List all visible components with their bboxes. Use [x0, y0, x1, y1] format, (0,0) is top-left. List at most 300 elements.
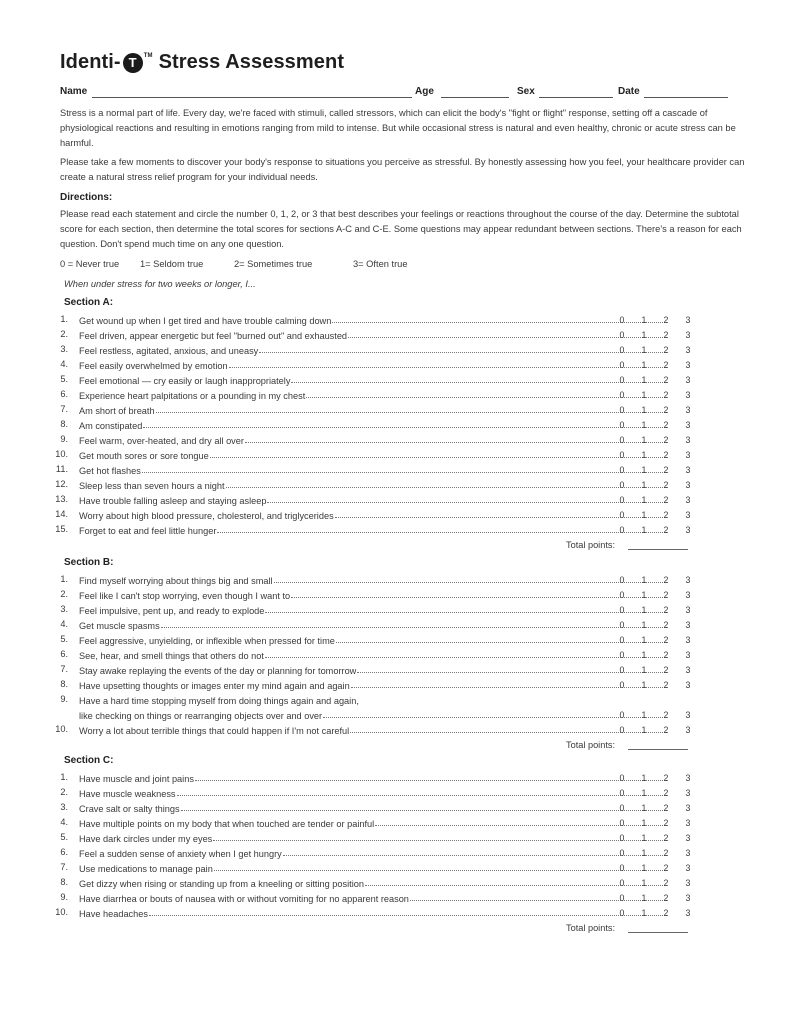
score-option-0[interactable]: 0 [619, 803, 625, 813]
leader-dots [226, 486, 667, 488]
score-option-1[interactable]: 1 [641, 665, 647, 675]
question-row [55, 677, 720, 692]
section-title: Section B: [64, 557, 114, 568]
question-row [55, 692, 720, 707]
score-option-1[interactable]: 1 [641, 590, 647, 600]
score-option-3[interactable]: 3 [685, 465, 691, 475]
score-option-0[interactable]: 0 [619, 650, 625, 660]
leader-dots [291, 381, 667, 383]
score-option-3[interactable]: 3 [685, 863, 691, 873]
score-option-3[interactable]: 3 [685, 345, 691, 355]
question-row [55, 632, 720, 647]
question-number: 7. [60, 862, 68, 872]
score-option-1[interactable]: 1 [641, 495, 647, 505]
question-text: Worry a lot about terrible things that could happen if I'm not careful [79, 726, 350, 736]
score-option-2[interactable]: 2 [663, 665, 669, 675]
score-option-2[interactable]: 2 [663, 620, 669, 630]
scale-never: 0 = Never true [60, 259, 120, 269]
score-option-1[interactable]: 1 [641, 680, 647, 690]
leader-dots [177, 794, 667, 796]
question-text: Experience heart palpitations or a pounding in my chest [79, 391, 306, 401]
question-text: Have muscle and joint pains [79, 774, 194, 784]
question-text: Have trouble falling asleep and staying asleep [79, 496, 267, 506]
question-text: See, hear, and smell things that others do not [79, 651, 264, 661]
leader-dots [265, 656, 667, 658]
question-row [55, 312, 720, 327]
score-option-2[interactable]: 2 [663, 590, 669, 600]
score-option-1[interactable]: 1 [641, 360, 647, 370]
score-option-0[interactable]: 0 [619, 510, 625, 520]
score-option-1[interactable]: 1 [641, 345, 647, 355]
question-row [55, 462, 720, 477]
score-option-2[interactable]: 2 [663, 710, 669, 720]
score-option-0[interactable]: 0 [619, 450, 625, 460]
name-field[interactable] [92, 86, 412, 98]
question-number: 1. [60, 772, 68, 782]
score-option-2[interactable]: 2 [663, 848, 669, 858]
question-text: Have diarrhea or bouts of nausea with or without vomiting for no apparent reason [79, 894, 409, 904]
score-option-0[interactable]: 0 [619, 818, 625, 828]
score-option-1[interactable]: 1 [641, 525, 647, 535]
score-option-2[interactable]: 2 [663, 803, 669, 813]
total-points-label: Total points: [566, 923, 616, 933]
score-option-0[interactable]: 0 [619, 315, 625, 325]
score-option-2[interactable]: 2 [663, 908, 669, 918]
question-number: 2. [60, 589, 68, 599]
score-option-1[interactable]: 1 [641, 833, 647, 843]
section-total [566, 540, 615, 550]
question-statement [79, 447, 669, 461]
score-option-3[interactable]: 3 [685, 435, 691, 445]
question-number: 10. [55, 907, 68, 917]
question-row [55, 647, 720, 662]
question-row [55, 905, 720, 920]
score-option-1[interactable]: 1 [641, 405, 647, 415]
score-option-0[interactable]: 0 [619, 345, 625, 355]
question-row [55, 845, 720, 860]
score-option-0[interactable]: 0 [619, 833, 625, 843]
score-option-3[interactable]: 3 [685, 510, 691, 520]
total-points-field[interactable] [628, 549, 688, 550]
score-option-2[interactable]: 2 [663, 788, 669, 798]
question-number: 4. [60, 619, 68, 629]
question-statement [79, 905, 669, 919]
question-statement [79, 417, 669, 431]
score-option-3[interactable]: 3 [685, 575, 691, 585]
question-text-continued: like checking on things or rearranging objects over and over [79, 711, 323, 721]
question-statement [79, 662, 669, 676]
score-option-3[interactable]: 3 [685, 360, 691, 370]
directions-text: Please read each statement and circle the number 0, 1, 2, or 3 that best describes your feelings or reactions throughout the course of the day. Determine the subtotal score for each section, then determine the total scores for sections A-C and C-E. Some questions may appear redundant between sections. There's a reason for each question. Don't spend much time on any one question. [60, 209, 742, 249]
score-option-1[interactable]: 1 [641, 480, 647, 490]
score-option-2[interactable]: 2 [663, 833, 669, 843]
sex-label: Sex [517, 86, 535, 97]
question-number: 4. [60, 817, 68, 827]
score-option-0[interactable]: 0 [619, 435, 625, 445]
scale-sometimes: 2= Sometimes true [234, 259, 313, 269]
score-option-2[interactable]: 2 [663, 330, 669, 340]
question-text: Have headaches [79, 909, 148, 919]
score-option-2[interactable]: 2 [663, 420, 669, 430]
score-option-2[interactable]: 2 [663, 525, 669, 535]
age-label: Age [415, 86, 434, 97]
score-option-2[interactable]: 2 [663, 773, 669, 783]
score-option-2[interactable]: 2 [663, 650, 669, 660]
question-text: Have upsetting thoughts or images enter my mind again and again [79, 681, 350, 691]
score-option-1[interactable]: 1 [641, 773, 647, 783]
score-option-0[interactable]: 0 [619, 590, 625, 600]
question-text: Feel aggressive, unyielding, or inflexible when pressed for time [79, 636, 335, 646]
question-row [55, 372, 720, 387]
question-statement [79, 830, 669, 844]
score-option-3[interactable]: 3 [685, 590, 691, 600]
leader-dots [195, 779, 667, 781]
question-number: 6. [60, 389, 68, 399]
score-option-1[interactable]: 1 [641, 605, 647, 615]
score-option-0[interactable]: 0 [619, 330, 625, 340]
score-option-0[interactable]: 0 [619, 773, 625, 783]
score-option-1[interactable]: 1 [641, 803, 647, 813]
score-option-0[interactable]: 0 [619, 360, 625, 370]
leader-dots [229, 366, 667, 368]
score-option-0[interactable]: 0 [619, 480, 625, 490]
question-statement [79, 342, 669, 356]
score-option-2[interactable]: 2 [663, 345, 669, 355]
score-option-2[interactable]: 2 [663, 435, 669, 445]
question-number: 7. [60, 664, 68, 674]
question-number: 9. [60, 434, 68, 444]
question-text: Get muscle spasms [79, 621, 160, 631]
question-text: Forget to eat and feel little hunger [79, 526, 217, 536]
identi-t-logo-icon: T [123, 53, 143, 73]
score-option-2[interactable]: 2 [663, 605, 669, 615]
question-text: Am constipated [79, 421, 143, 431]
score-option-3[interactable]: 3 [685, 420, 691, 430]
question-text: Feel a sudden sense of anxiety when I get hungry [79, 849, 282, 859]
score-option-0[interactable]: 0 [619, 495, 625, 505]
score-option-0[interactable]: 0 [619, 893, 625, 903]
score-option-3[interactable]: 3 [685, 525, 691, 535]
question-number: 6. [60, 847, 68, 857]
score-option-3[interactable]: 3 [685, 893, 691, 903]
page-title [60, 51, 344, 74]
score-option-0[interactable]: 0 [619, 863, 625, 873]
score-option-0[interactable]: 0 [619, 665, 625, 675]
score-option-3[interactable]: 3 [685, 450, 691, 460]
score-option-0[interactable]: 0 [619, 605, 625, 615]
score-option-1[interactable]: 1 [641, 465, 647, 475]
score-option-2[interactable]: 2 [663, 405, 669, 415]
question-number: 8. [60, 877, 68, 887]
score-option-1[interactable]: 1 [641, 390, 647, 400]
score-option-1[interactable]: 1 [641, 848, 647, 858]
question-row [55, 602, 720, 617]
brand-prefix: Identi- [60, 51, 121, 73]
question-statement [79, 632, 669, 646]
score-option-3[interactable]: 3 [685, 773, 691, 783]
score-option-0[interactable]: 0 [619, 635, 625, 645]
age-field[interactable] [441, 86, 509, 98]
question-statement [79, 875, 669, 889]
score-option-1[interactable]: 1 [641, 908, 647, 918]
question-statement [79, 845, 669, 859]
score-option-3[interactable]: 3 [685, 375, 691, 385]
question-statement [79, 617, 669, 631]
section-total [566, 923, 615, 933]
score-option-2[interactable]: 2 [663, 680, 669, 690]
question-text: Feel emotional — cry easily or laugh inappropriately [79, 376, 291, 386]
question-statement [79, 860, 669, 874]
score-option-1[interactable]: 1 [641, 620, 647, 630]
score-option-3[interactable]: 3 [685, 908, 691, 918]
score-option-0[interactable]: 0 [619, 620, 625, 630]
leader-dots [265, 611, 667, 613]
score-option-0[interactable]: 0 [619, 375, 625, 385]
score-option-1[interactable]: 1 [641, 420, 647, 430]
total-points-label: Total points: [566, 740, 616, 750]
score-option-2[interactable]: 2 [663, 450, 669, 460]
question-number: 10. [55, 449, 68, 459]
question-text: Have muscle weakness [79, 789, 176, 799]
score-option-1[interactable]: 1 [641, 450, 647, 460]
score-option-3[interactable]: 3 [685, 788, 691, 798]
score-option-3[interactable]: 3 [685, 710, 691, 720]
score-option-2[interactable]: 2 [663, 863, 669, 873]
question-statement [79, 507, 669, 521]
question-text: Stay awake replaying the events of the day or planning for tomorrow [79, 666, 357, 676]
leader-dots [149, 914, 667, 916]
patient-info-row [60, 86, 730, 100]
score-option-3[interactable]: 3 [685, 665, 691, 675]
score-option-1[interactable]: 1 [641, 510, 647, 520]
score-option-2[interactable]: 2 [663, 878, 669, 888]
leader-dots [210, 456, 667, 458]
question-statement [79, 815, 669, 829]
question-number: 9. [60, 694, 68, 704]
score-option-0[interactable]: 0 [619, 848, 625, 858]
question-statement [79, 492, 669, 506]
score-option-2[interactable]: 2 [663, 818, 669, 828]
question-number: 1. [60, 574, 68, 584]
question-text: Get hot flashes [79, 466, 141, 476]
title-suffix: Stress Assessment [158, 51, 345, 73]
question-row [55, 447, 720, 462]
scale-seldom: 1= Seldom true [140, 259, 204, 269]
score-option-1[interactable]: 1 [641, 893, 647, 903]
score-option-3[interactable]: 3 [685, 818, 691, 828]
question-statement [79, 722, 669, 736]
question-number: 9. [60, 892, 68, 902]
question-statement [79, 357, 669, 371]
question-text: Feel restless, agitated, anxious, and uneasy [79, 346, 259, 356]
score-option-3[interactable]: 3 [685, 725, 691, 735]
question-row [55, 830, 720, 845]
question-statement [79, 770, 669, 784]
score-option-2[interactable]: 2 [663, 375, 669, 385]
score-option-3[interactable]: 3 [685, 495, 691, 505]
score-option-2[interactable]: 2 [663, 495, 669, 505]
question-statement [79, 647, 669, 661]
score-option-3[interactable]: 3 [685, 878, 691, 888]
score-option-2[interactable]: 2 [663, 390, 669, 400]
score-option-3[interactable]: 3 [685, 405, 691, 415]
score-option-0[interactable]: 0 [619, 465, 625, 475]
score-option-1[interactable]: 1 [641, 863, 647, 873]
leader-dots [161, 626, 667, 628]
score-option-2[interactable]: 2 [663, 893, 669, 903]
question-row [55, 890, 720, 905]
question-number: 8. [60, 419, 68, 429]
score-option-1[interactable]: 1 [641, 788, 647, 798]
score-option-3[interactable]: 3 [685, 803, 691, 813]
score-option-1[interactable]: 1 [641, 315, 647, 325]
directions-heading: Directions: [60, 192, 113, 203]
question-statement [79, 572, 669, 586]
sex-field[interactable] [539, 86, 613, 98]
question-text: Crave salt or salty things [79, 804, 180, 814]
question-text: Have dark circles under my eyes [79, 834, 213, 844]
score-option-3[interactable]: 3 [685, 480, 691, 490]
question-text: Have a hard time stopping myself from doing things again and again, [79, 696, 359, 706]
score-option-2[interactable]: 2 [663, 315, 669, 325]
question-row [55, 477, 720, 492]
question-row [55, 860, 720, 875]
question-row [55, 402, 720, 417]
score-option-1[interactable]: 1 [641, 818, 647, 828]
question-text: Am short of breath [79, 406, 155, 416]
date-field[interactable] [644, 86, 728, 98]
score-option-2[interactable]: 2 [663, 360, 669, 370]
question-text: Feel easily overwhelmed by emotion [79, 361, 228, 371]
question-row [55, 432, 720, 447]
question-text: Get mouth sores or sore tongue [79, 451, 209, 461]
score-option-0[interactable]: 0 [619, 680, 625, 690]
question-statement [79, 587, 669, 601]
question-number: 3. [60, 802, 68, 812]
score-option-1[interactable]: 1 [641, 725, 647, 735]
question-text: Feel warm, over-heated, and dry all over [79, 436, 244, 446]
section-title: Section C: [64, 755, 114, 766]
question-text: Get wound up when I get tired and have trouble calming down [79, 316, 332, 326]
question-text: Worry about high blood pressure, cholesterol, and triglycerides [79, 511, 334, 521]
leader-dots [142, 471, 667, 473]
score-option-3[interactable]: 3 [685, 330, 691, 340]
score-option-3[interactable]: 3 [685, 848, 691, 858]
question-row [55, 417, 720, 432]
question-row [55, 507, 720, 522]
section-title: Section A: [64, 297, 114, 308]
score-option-1[interactable]: 1 [641, 635, 647, 645]
score-option-2[interactable]: 2 [663, 480, 669, 490]
score-option-2[interactable]: 2 [663, 725, 669, 735]
score-option-0[interactable]: 0 [619, 405, 625, 415]
score-option-2[interactable]: 2 [663, 465, 669, 475]
question-row [55, 342, 720, 357]
score-option-0[interactable]: 0 [619, 725, 625, 735]
total-points-field[interactable] [628, 749, 688, 750]
question-row [55, 522, 720, 537]
question-text: Have multiple points on my body that when touched are tender or painful [79, 819, 375, 829]
question-statement [79, 707, 669, 721]
question-row [55, 815, 720, 830]
trademark-mark: TM [143, 53, 153, 59]
question-text: Get dizzy when rising or standing up from a kneeling or sitting position [79, 879, 364, 889]
question-statement [79, 432, 669, 446]
score-option-0[interactable]: 0 [619, 908, 625, 918]
leader-dots [291, 596, 667, 598]
score-option-1[interactable]: 1 [641, 650, 647, 660]
question-prompt: When under stress for two weeks or longer, I... [64, 279, 256, 289]
question-text: Sleep less than seven hours a night [79, 481, 225, 491]
leader-dots [283, 854, 667, 856]
score-option-3[interactable]: 3 [685, 680, 691, 690]
score-option-2[interactable]: 2 [663, 510, 669, 520]
leader-dots [213, 839, 667, 841]
question-number: 13. [55, 494, 68, 504]
leader-dots [259, 351, 667, 353]
leader-dots [245, 441, 667, 443]
score-option-1[interactable]: 1 [641, 710, 647, 720]
score-option-0[interactable]: 0 [619, 525, 625, 535]
score-option-0[interactable]: 0 [619, 575, 625, 585]
score-option-3[interactable]: 3 [685, 635, 691, 645]
score-option-3[interactable]: 3 [685, 833, 691, 843]
question-statement [79, 800, 669, 814]
question-row [55, 387, 720, 402]
score-option-3[interactable]: 3 [685, 315, 691, 325]
question-text: Feel driven, appear energetic but feel "burned out" and exhausted [79, 331, 348, 341]
question-text: Feel impulsive, pent up, and ready to explode [79, 606, 265, 616]
question-row [55, 492, 720, 507]
question-row [55, 722, 720, 737]
score-option-2[interactable]: 2 [663, 635, 669, 645]
score-option-0[interactable]: 0 [619, 420, 625, 430]
question-statement [79, 312, 669, 326]
question-text: Use medications to manage pain [79, 864, 213, 874]
score-option-1[interactable]: 1 [641, 435, 647, 445]
score-option-1[interactable]: 1 [641, 330, 647, 340]
question-text: Feel like I can't stop worrying, even though I want to [79, 591, 291, 601]
score-option-0[interactable]: 0 [619, 788, 625, 798]
score-option-1[interactable]: 1 [641, 575, 647, 585]
score-option-0[interactable]: 0 [619, 878, 625, 888]
scale-often: 3= Often true [353, 259, 408, 269]
question-number: 4. [60, 359, 68, 369]
score-option-1[interactable]: 1 [641, 375, 647, 385]
score-option-0[interactable]: 0 [619, 710, 625, 720]
score-option-2[interactable]: 2 [663, 575, 669, 585]
leader-dots [274, 581, 667, 583]
question-statement [79, 692, 669, 706]
leader-dots [267, 501, 667, 503]
score-option-3[interactable]: 3 [685, 390, 691, 400]
leader-dots [214, 869, 667, 871]
question-row [55, 770, 720, 785]
score-option-3[interactable]: 3 [685, 650, 691, 660]
question-row [55, 662, 720, 677]
score-option-3[interactable]: 3 [685, 605, 691, 615]
question-number: 10. [55, 724, 68, 734]
score-option-0[interactable]: 0 [619, 390, 625, 400]
question-number: 3. [60, 344, 68, 354]
score-option-1[interactable]: 1 [641, 878, 647, 888]
score-option-3[interactable]: 3 [685, 620, 691, 630]
question-statement [79, 462, 669, 476]
question-number: 7. [60, 404, 68, 414]
question-statement [79, 372, 669, 386]
question-number: 3. [60, 604, 68, 614]
total-points-field[interactable] [628, 932, 688, 933]
